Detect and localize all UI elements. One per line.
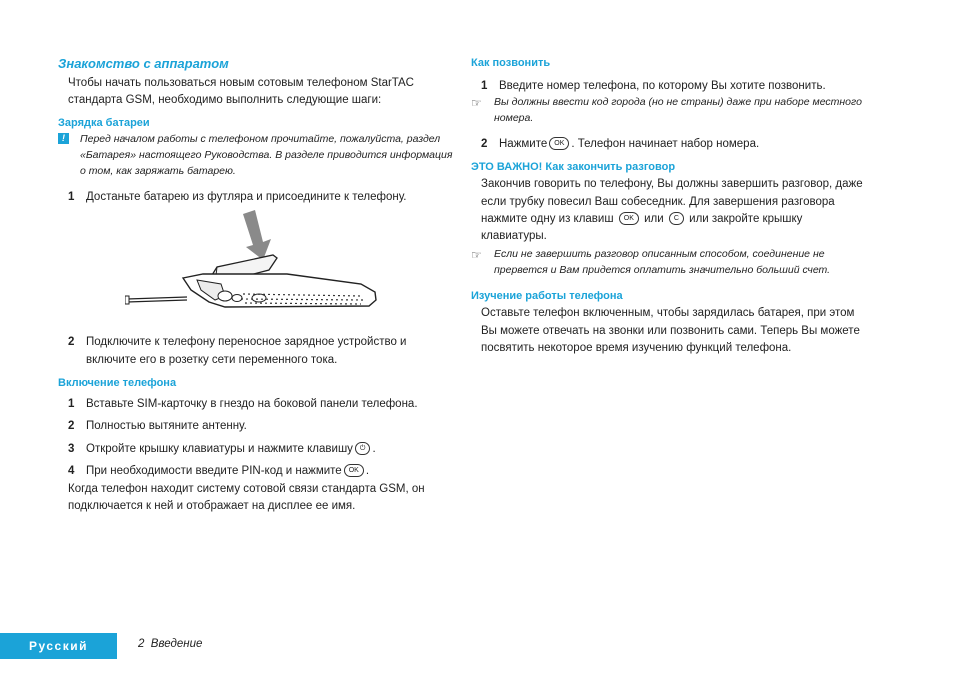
page-heading: Знакомство с аппаратом [58, 56, 229, 71]
ok-key-icon: OK [549, 137, 569, 150]
learn-heading: Изучение работы телефона [471, 290, 623, 302]
learn-line-1: Оставьте телефон включенным, чтобы зарядилась батарея, при этом [481, 307, 855, 319]
call-note-1: Вы должны ввести код города (но не страны) даже при наборе местного [494, 96, 862, 108]
power-after-2: подключается к ней и отображает на дисплее ее имя. [68, 500, 356, 512]
step-text: Достаньте батарею из футляра и присоедините к телефону. [86, 191, 407, 203]
call-step-2 [481, 136, 759, 153]
end-call-note-1: Если не завершить разговор описанным способом, соединение не [494, 248, 825, 260]
intro-line-1: Чтобы начать пользоваться новым сотовым телефоном StarTAC [68, 77, 414, 89]
clear-key-icon: C [669, 212, 684, 225]
step-text-end: . Телефон начинает набор номера. [571, 138, 760, 150]
call-heading: Как позвонить [471, 57, 551, 69]
step-text: Нажмите [499, 138, 548, 150]
page-footer [138, 636, 202, 653]
step-number: 1 [481, 80, 488, 92]
text: нажмите одну из клавиш [481, 213, 614, 225]
step-number: 3 [68, 443, 75, 455]
ok-key-icon: OK [344, 464, 364, 477]
step-text: При необходимости введите PIN-код и нажмите [86, 465, 342, 477]
step-number: 2 [68, 420, 75, 432]
power-after-1: Когда телефон находит систему сотовой связи стандарта GSM, он [68, 483, 425, 495]
end-call-note-2: прервется и Вам придется оплатить значительно больший счет. [494, 264, 831, 276]
note-hand-icon: ☞ [471, 248, 482, 262]
step-number: 2 [481, 138, 488, 150]
note-hand-icon: ☞ [471, 96, 482, 110]
phone-body-icon [125, 274, 376, 307]
battery-heading: Зарядка батареи [58, 117, 150, 129]
power-step-2 [68, 418, 247, 435]
page-number: 2 [138, 638, 145, 650]
section-name: Введение [150, 638, 203, 650]
power-step-1 [68, 396, 418, 413]
battery-note-2: «Батарея» настоящего Руководства. В разделе приводится информация [80, 149, 453, 161]
end-call-line-4: клавиатуры. [481, 230, 547, 242]
warning-icon: ! [58, 133, 69, 144]
end-call-line-1: Закончив говорить по телефону, Вы должны завершить разговор, даже [481, 178, 863, 190]
power-step-3: 3 Откройте крышку клавиатуры и нажмите клавишу ⏻ . [68, 441, 376, 458]
learn-line-3: посвятить некоторое время изучению функций телефона. [481, 342, 792, 354]
learn-line-2: Вы можете отвечать на звонки или позвонить сами. Теперь Вы можете [481, 325, 860, 337]
step-number: 2 [68, 336, 75, 348]
battery-step-2-cont: включите его в розетку сети переменного тока. [86, 354, 338, 366]
end-call-heading: ЭТО ВАЖНО! Как закончить разговор [471, 161, 676, 173]
phone-battery-illustration [125, 210, 385, 322]
step-text: Введите номер телефона, по которому Вы хотите позвонить. [499, 80, 826, 92]
text: или [644, 213, 664, 225]
power-key-icon: ⏻ [355, 442, 371, 455]
text: или закройте крышку [689, 213, 803, 225]
battery-step-2 [68, 334, 406, 351]
intro-line-2: стандарта GSM, необходимо выполнить следующие шаги: [68, 94, 382, 106]
battery-note-1: Перед началом работы с телефоном прочитайте, пожалуйста, раздел [80, 133, 441, 145]
ok-key-icon: OK [619, 212, 639, 225]
step-text: Вставьте SIM-карточку в гнездо на боковой панели телефона. [86, 398, 418, 410]
arrow-icon [243, 210, 271, 260]
step-number: 1 [68, 398, 75, 410]
step-text: Полностью вытяните антенну. [86, 420, 247, 432]
call-note-2: номера. [494, 112, 534, 124]
end-call-line-2: если трубку повесил Ваш собеседник. Для завершения разговора [481, 196, 835, 208]
end-call-line-3 [481, 211, 802, 228]
step-number: 4 [68, 465, 75, 477]
battery-note-3: о том, как заряжать батарею. [80, 165, 236, 177]
step-text: Подключите к телефону переносное зарядное устройство и [86, 336, 407, 348]
power-step-4: 4 При необходимости введите PIN-код и нажмите OK . [68, 463, 369, 480]
call-step-1 [481, 78, 826, 95]
step-text: Откройте крышку клавиатуры и нажмите клавишу [86, 443, 353, 455]
power-on-heading: Включение телефона [58, 377, 177, 389]
language-tab: Русский [0, 633, 117, 659]
battery-step-1 [68, 189, 407, 206]
step-number: 1 [68, 191, 75, 203]
